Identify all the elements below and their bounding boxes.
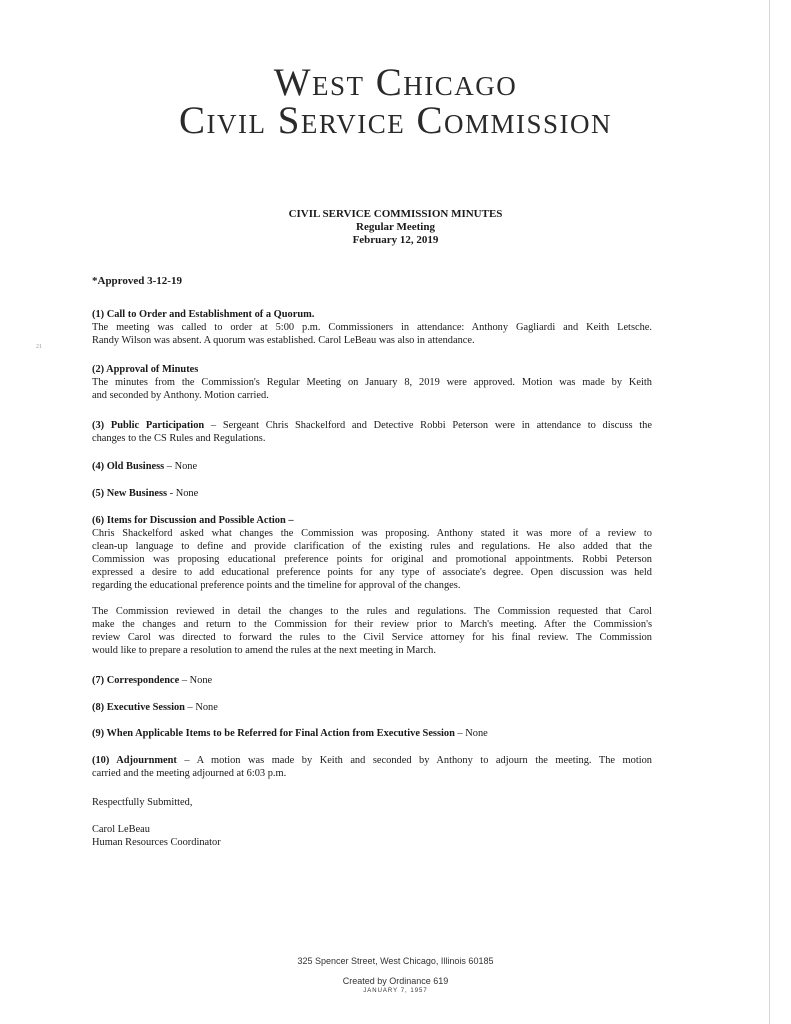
section-heading: (10) Adjournment xyxy=(92,755,177,766)
section-heading: (8) Executive Session xyxy=(92,702,185,713)
closing-text: Respectfully Submitted, xyxy=(92,797,193,808)
document-title: CIVIL SERVICE COMMISSION MINUTES xyxy=(288,208,503,220)
paragraph-line: would like to prepare a resolution to amend the rules at the next meeting in March. xyxy=(92,645,436,656)
section-text: changes to the CS Rules and Regulations. xyxy=(92,433,266,444)
footer-ordinance: Created by Ordinance 619 xyxy=(342,976,449,986)
letterhead-line-2: Civil Service Commission xyxy=(178,99,613,142)
section-final-action xyxy=(92,727,652,740)
section-text: Randy Wilson was absent. A quorum was established. Carol LeBeau was also in attendance. xyxy=(92,335,475,346)
section-heading: (1) Call to Order and Establishment of a Quorum. xyxy=(92,309,315,320)
section-heading: (3) Public Participation xyxy=(92,420,205,431)
section-text: carried and the meeting adjourned at 6:03 p.m. xyxy=(92,768,287,779)
paragraph-line: Commission was proposing educational preference points for original and promotional appointments. Robbi Peterson xyxy=(92,554,652,565)
signer-title: Human Resources Coordinator xyxy=(92,837,221,848)
section-heading: (6) Items for Discussion and Possible Action – xyxy=(92,515,294,526)
section-text: – None xyxy=(179,675,213,686)
meeting-date: February 12, 2019 xyxy=(352,234,439,246)
section-discussion-continued xyxy=(92,605,652,657)
section-public-participation xyxy=(92,419,652,445)
section-old-business xyxy=(92,460,652,473)
paragraph-line: expressed a desire to add educational preference points for any type of associate's degree. Open discussion was held xyxy=(92,567,652,578)
approval-note: *Approved 3-12-19 xyxy=(92,275,182,287)
section-heading: (4) Old Business xyxy=(92,461,165,472)
section-text: – None xyxy=(184,702,218,713)
page-edge-rule xyxy=(769,0,770,1024)
section-call-to-order xyxy=(92,308,652,347)
closing xyxy=(92,796,652,809)
signer-name: Carol LeBeau xyxy=(92,824,150,835)
section-approval-of-minutes xyxy=(92,363,652,402)
section-text: – A motion was made by Keith and seconded by Anthony to adjourn the meeting. The motion xyxy=(176,755,652,766)
section-text: The minutes from the Commission's Regular Meeting on January 8, 2019 were approved. Motion was made by Keith xyxy=(92,377,652,388)
paragraph-line: Chris Shackelford asked what changes the Commission was proposing. Anthony stated it was more of a review to xyxy=(92,528,652,539)
paragraph-line: The Commission reviewed in detail the changes to the rules and regulations. The Commission requested that Carol xyxy=(92,606,652,617)
paragraph-line: make the changes and return to the Commission for their review prior to March's meeting. After the Commission's xyxy=(92,619,652,630)
signature-block xyxy=(92,823,652,849)
section-heading: (5) New Business xyxy=(92,488,168,499)
section-text: - None xyxy=(167,488,199,499)
section-text: and seconded by Anthony. Motion carried. xyxy=(92,390,269,401)
margin-mark: 21 xyxy=(36,344,42,350)
letterhead-line-1: West Chicago xyxy=(273,61,518,104)
section-text: – None xyxy=(164,461,198,472)
paragraph-line: review Carol was directed to forward the rules to the Civil Service attorney for his final review. The Commission xyxy=(92,632,652,643)
section-text: The meeting was called to order at 5:00 p.m. Commissioners in attendance: Anthony Gagliardi and Keith Letsche. xyxy=(92,322,652,333)
meeting-type: Regular Meeting xyxy=(356,221,435,233)
section-text: – None xyxy=(454,728,488,739)
footer-address: 325 Spencer Street, West Chicago, Illinois 60185 xyxy=(297,956,494,966)
section-heading: (7) Correspondence xyxy=(92,675,180,686)
section-heading: (2) Approval of Minutes xyxy=(92,364,199,375)
section-text: – Sergeant Chris Shackelford and Detective Robbi Peterson were in attendance to discuss the xyxy=(204,420,652,431)
section-heading: (9) When Applicable Items to be Referred for Final Action from Executive Session xyxy=(92,728,455,739)
section-adjournment xyxy=(92,754,652,780)
footer-date: JANUARY 7, 1957 xyxy=(363,988,428,994)
section-discussion xyxy=(92,514,652,592)
section-executive-session xyxy=(92,701,652,714)
paragraph-line: regarding the educational preference points and the timeline for approval of the changes. xyxy=(92,580,461,591)
paragraph-line: clean-up language to define and provide clarification of the existing rules and regulations. He also added that the xyxy=(92,541,652,552)
section-new-business xyxy=(92,487,652,500)
section-first-line xyxy=(92,419,652,432)
section-correspondence xyxy=(92,674,652,687)
